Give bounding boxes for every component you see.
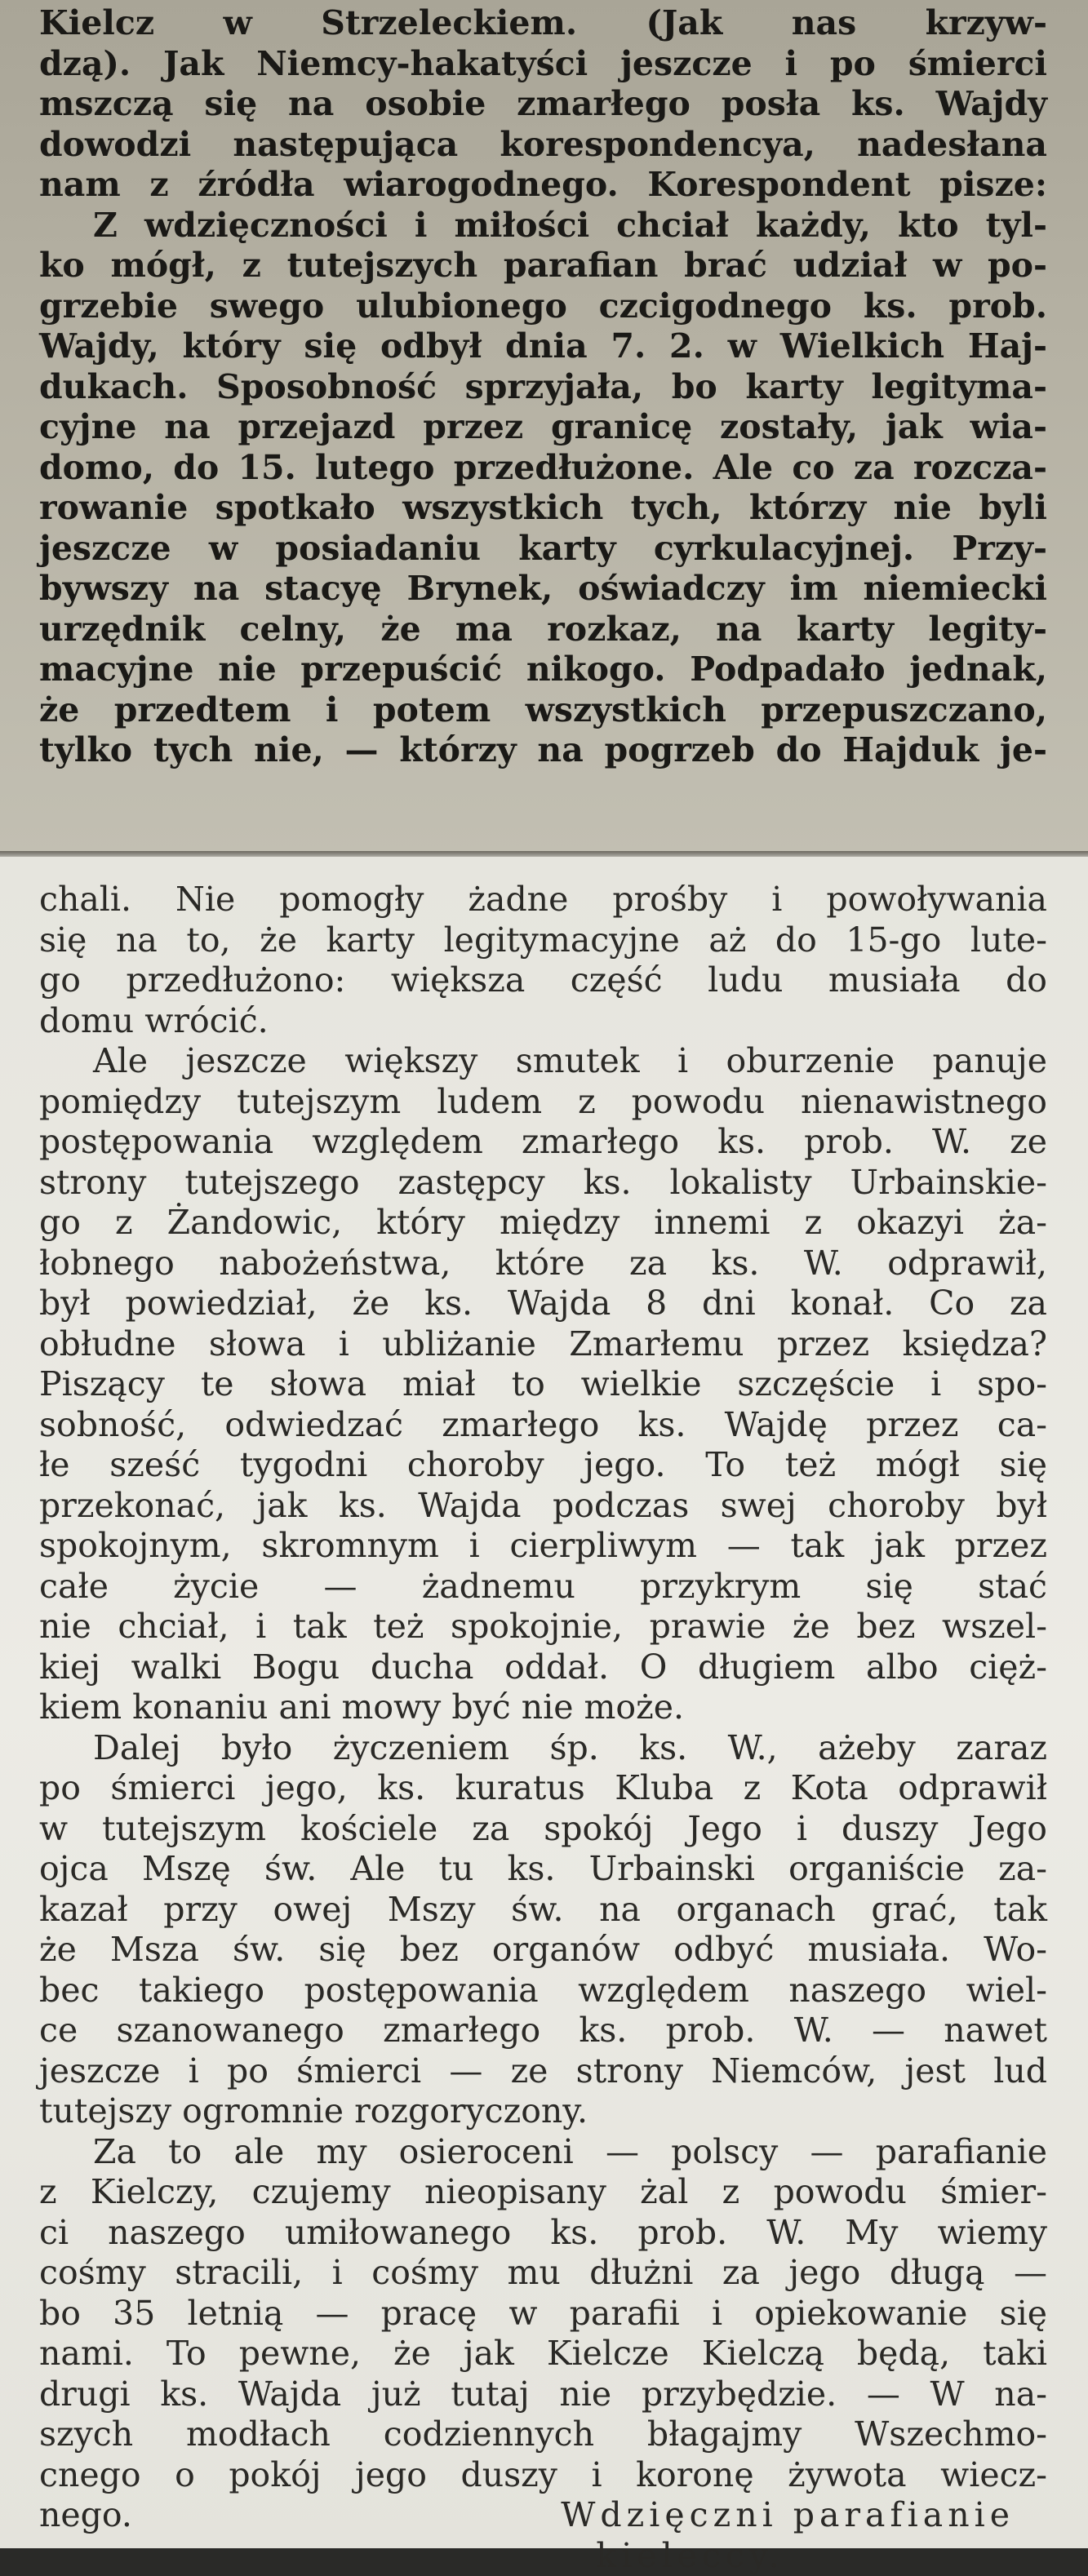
text-line: tutejszy ogromnie rozgoryczony. [39,2091,1047,2132]
text-line: kiem konaniu ani mowy być nie może. [39,1687,1047,1728]
bottom-text-column [39,880,1047,2576]
text-line: szych modłach codziennych błagajmy Wszechmo- [39,2414,1047,2455]
text-line: cyjne na przejazd przez granicę zostały, jak wia- [39,407,1047,448]
text-line: rowanie spotkało wszystkich tych, którzy nie byli [39,488,1047,529]
text-line: cnego o pokój jego duszy i koronę żywota wiecz- [39,2455,1047,2496]
signature: Wdzięczni parafianie [561,2495,1047,2536]
top-text-column [39,3,1047,771]
signature: kieleccy. [39,2536,1047,2576]
text-line: domu wrócić. [39,1001,1047,1042]
text-line: że przedtem i potem wszystkich przepuszczano, [39,690,1047,731]
text-line: pomiędzy tutejszym ludem z powodu nienawistnego [39,1082,1047,1123]
text-line: cośmy stracili, i cośmy mu dłużni za jego długą — [39,2253,1047,2294]
text-line: ko mógł, z tutejszych parafian brać udział w po- [39,246,1047,286]
text-line: Piszący te słowa miał to wielkie szczęście i spo- [39,1364,1047,1405]
text-line: Kielcz w Strzeleckiem. (Jak nas krzyw- [39,3,1047,44]
text-line: grzebie swego ulubionego czcigodnego ks. prob. [39,286,1047,327]
text-line: domo, do 15. lutego przedłużone. Ale co za rozcza- [39,448,1047,489]
text-line: był powiedział, że ks. Wajda 8 dni konał. Co za [39,1284,1047,1324]
text-line: obłudne słowa i ubliżanie Zmarłemu przez księdza? [39,1324,1047,1365]
text-line: dowodzi następująca korespondencya, nadesłana [39,125,1047,166]
text-line: nami. To pewne, że jak Kielcze Kielczą będą, taki [39,2334,1047,2374]
text-line: Ale jeszcze większy smutek i oburzenie panuje [39,1041,1047,1082]
text-line: drugi ks. Wajda już tutaj nie przybędzie. — W na- [39,2374,1047,2415]
text-line: spokojnym, skromnym i cierpliwym — tak jak przez [39,1526,1047,1567]
text-line: kiej walki Bogu ducha oddał. O długiem albo cięż- [39,1647,1047,1688]
text-line: z Kielczy, czujemy nieopisany żal z powodu śmier- [39,2172,1047,2213]
text-line: Wajdy, który się odbył dnia 7. 2. w Wielkich Haj- [39,326,1047,367]
text-line: całe życie — żadnemu przykrym się stać [39,1567,1047,1607]
text-line: go przedłużono: większa część ludu musiała do [39,960,1047,1001]
text-line: macyjne nie przepuścić nikogo. Podpadało jednak, [39,650,1047,690]
text-line: łobnego nabożeństwa, które za ks. W. odprawił, [39,1244,1047,1284]
text-line: Z wdzięczności i miłości chciał każdy, kto tyl- [39,206,1047,246]
text-line: urzędnik celny, że ma rozkaz, na karty legity- [39,610,1047,650]
text-line: nego. [39,2495,1047,2536]
text-line: ce szanowanego zmarłego ks. prob. W. — nawet [39,2011,1047,2051]
text-line: bec takiego postępowania względem naszego wiel- [39,1971,1047,2011]
text-line: Dalej było życzeniem śp. ks. W., ażeby zaraz [39,1728,1047,1769]
text-line: nie chciał, i tak też spokojnie, prawie że bez wszel- [39,1607,1047,1647]
text-line: kazał przy owej Mszy św. na organach grać, tak [39,1890,1047,1931]
text-line: mszczą się na osobie zmarłego posła ks. Wajdy [39,84,1047,125]
text-line: postępowania względem zmarłego ks. prob. W. ze [39,1122,1047,1163]
text-line: jeszcze i po śmierci — ze strony Niemców, jest lud [39,2051,1047,2092]
text-line: łe sześć tygodni choroby jego. To też mógł się [39,1445,1047,1486]
text-line: się na to, że karty legitymacyjne aż do 15-go lute- [39,920,1047,961]
top-clipping [0,0,1088,857]
bottom-clipping [0,857,1088,2548]
text-line: w tutejszym kościele za spokój Jego i duszy Jego [39,1809,1047,1850]
text-line: jeszcze w posiadaniu karty cyrkulacyjnej. Przy- [39,529,1047,570]
text-line: Za to ale my osieroceni — polscy — parafianie [39,2132,1047,2173]
text-line: dukach. Sposobność sprzyjała, bo karty legityma- [39,367,1047,408]
text-line: tylko tych nie, — którzy na pogrzeb do Hajduk je- [39,730,1047,771]
text-line: po śmierci jego, ks. kuratus Kluba z Kota odprawił [39,1768,1047,1809]
text-line: przekonać, jak ks. Wajda podczas swej choroby był [39,1486,1047,1527]
text-line: ojca Mszę św. Ale tu ks. Urbainski organiście za- [39,1849,1047,1890]
text-line: ci naszego umiłowanego ks. prob. W. My wiemy [39,2213,1047,2254]
text-line: bo 35 letnią — pracę w parafii i opiekowanie się [39,2294,1047,2334]
text-line: strony tutejszego zastępcy ks. lokalisty Urbainskie- [39,1163,1047,1204]
text-line: chali. Nie pomogły żadne prośby i powoływania [39,880,1047,920]
text-line: że Msza św. się bez organów odbyć musiała. Wo- [39,1930,1047,1971]
text-line: sobność, odwiedzać zmarłego ks. Wajdę przez ca- [39,1405,1047,1446]
text-line: go z Żandowic, który między innemi z okazyi ża- [39,1203,1047,1244]
text-line: bywszy na stacyę Brynek, oświadczy im niemiecki [39,569,1047,610]
text-line: dzą). Jak Niemcy-hakatyści jeszcze i po śmierci [39,44,1047,85]
text-line: nam z źródła wiarogodnego. Korespondent pisze: [39,165,1047,206]
